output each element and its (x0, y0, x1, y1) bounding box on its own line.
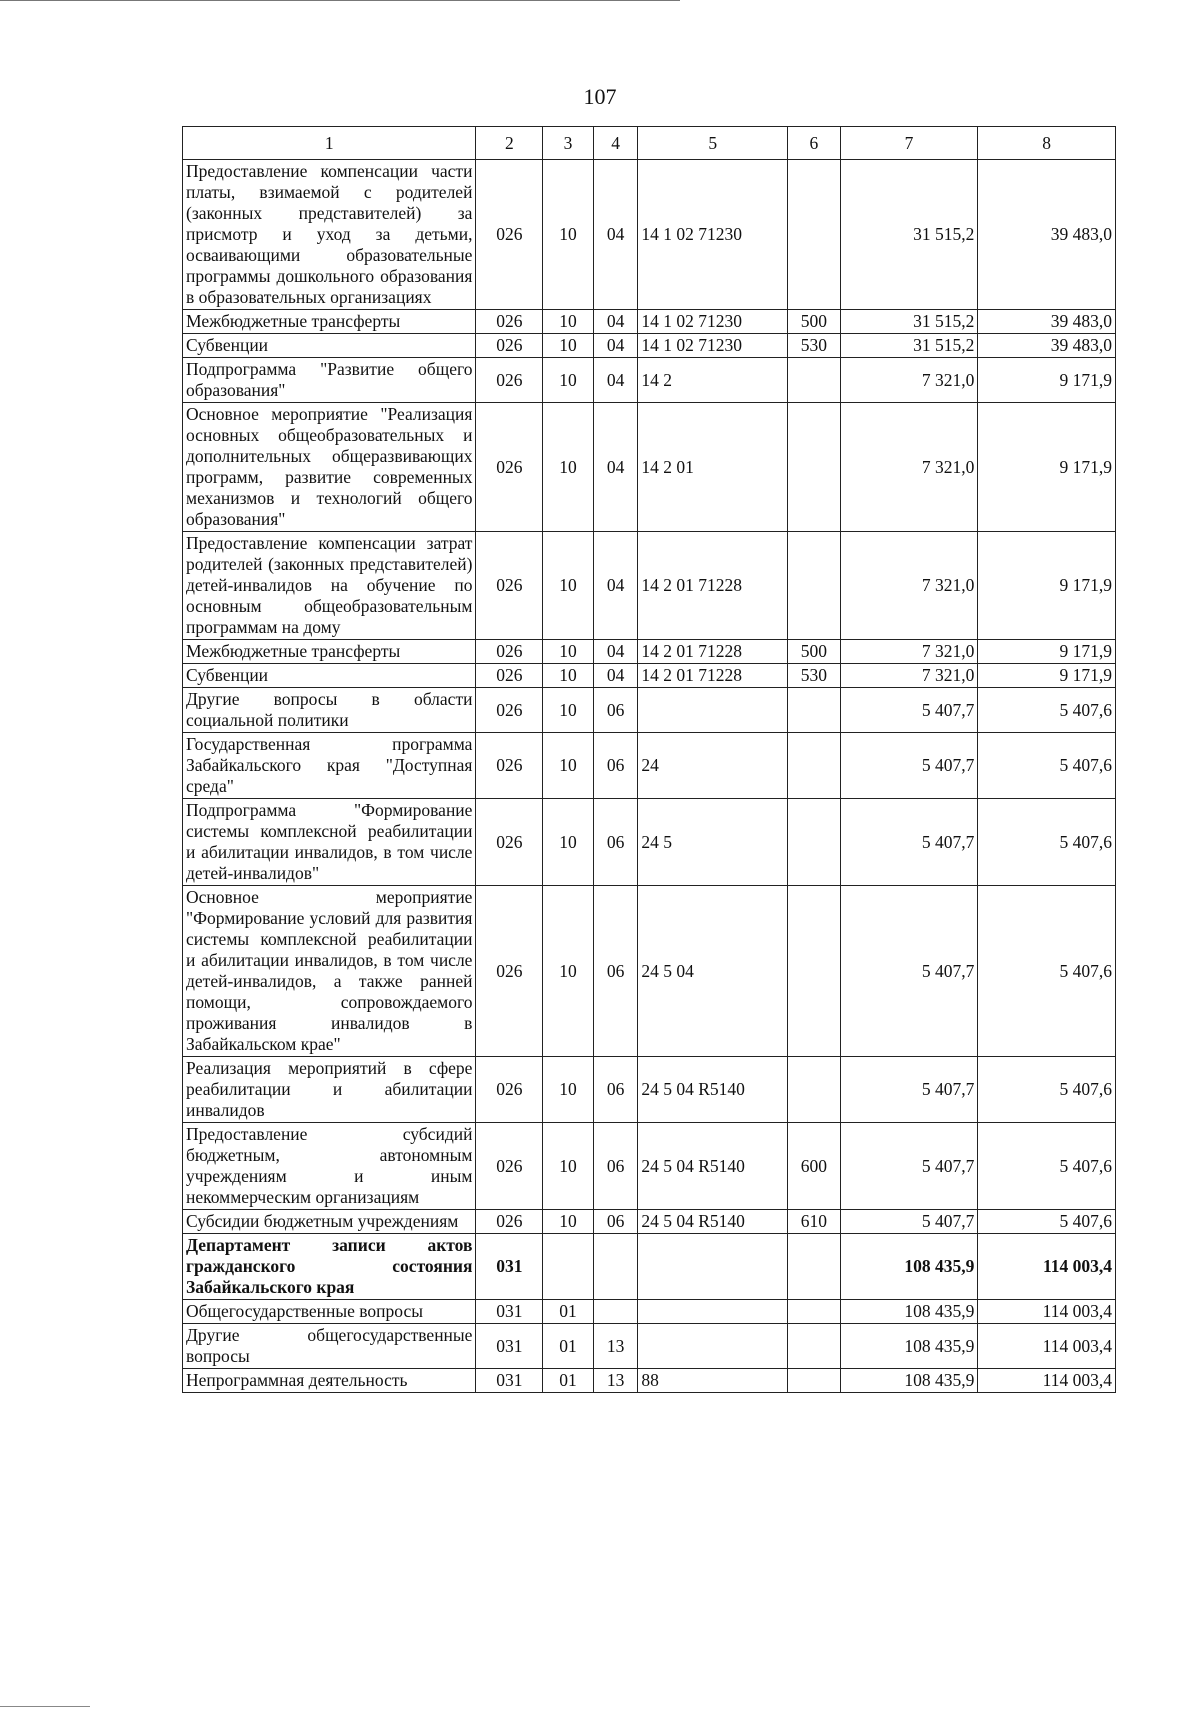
row-name-cell: Основное мероприятие "Реализация основных общеобразовательных и дополнительных общеразвивающих программ, развитие современных механизмов и технологий общего образования" (183, 403, 476, 532)
expense-type-cell (788, 733, 841, 799)
table-row (183, 733, 1116, 799)
amount-2021-cell: 9 171,9 (978, 664, 1116, 688)
subsection-cell: 04 (593, 532, 638, 640)
section-cell: 10 (543, 160, 594, 310)
target-article-cell: 24 5 04 R5140 (638, 1210, 788, 1234)
expense-type-cell: 530 (788, 334, 841, 358)
column-header: 4 (593, 127, 638, 160)
subsection-cell: 06 (593, 1123, 638, 1210)
table-row (183, 1210, 1116, 1234)
row-name-cell: Предоставление компенсации затрат родителей (законных представителей) детей-инвалидов на обучение по основным общеобразовательным программам на дому (183, 532, 476, 640)
section-cell: 10 (543, 799, 594, 886)
admin-code-cell: 026 (476, 664, 543, 688)
budget-table (182, 126, 1116, 1393)
row-name-cell: Другие общегосударственные вопросы (183, 1324, 476, 1369)
subsection-cell: 06 (593, 688, 638, 733)
amount-2021-cell: 5 407,6 (978, 1057, 1116, 1123)
section-cell: 10 (543, 310, 594, 334)
target-article-cell (638, 1234, 788, 1300)
expense-type-cell (788, 799, 841, 886)
scan-edge-line (0, 1706, 90, 1707)
table-row (183, 1123, 1116, 1210)
amount-2020-cell: 108 435,9 (840, 1300, 978, 1324)
section-cell: 10 (543, 403, 594, 532)
amount-2021-cell: 39 483,0 (978, 160, 1116, 310)
amount-2021-cell: 114 003,4 (978, 1300, 1116, 1324)
row-name-cell: Предоставление субсидий бюджетным, автономным учреждениям и иным некоммерческим организациям (183, 1123, 476, 1210)
target-article-cell: 24 5 (638, 799, 788, 886)
section-cell: 01 (543, 1369, 594, 1393)
table-row (183, 886, 1116, 1057)
section-cell: 01 (543, 1324, 594, 1369)
table-row (183, 310, 1116, 334)
expense-type-cell (788, 1324, 841, 1369)
row-name-cell: Субсидии бюджетным учреждениям (183, 1210, 476, 1234)
table-row (183, 358, 1116, 403)
subsection-cell: 04 (593, 403, 638, 532)
target-article-cell: 14 1 02 71230 (638, 310, 788, 334)
amount-2021-cell: 9 171,9 (978, 640, 1116, 664)
table-row (183, 640, 1116, 664)
amount-2021-cell: 5 407,6 (978, 1210, 1116, 1234)
amount-2020-cell: 7 321,0 (840, 358, 978, 403)
subsection-cell: 06 (593, 733, 638, 799)
table-row (183, 688, 1116, 733)
target-article-cell: 88 (638, 1369, 788, 1393)
amount-2020-cell: 31 515,2 (840, 160, 978, 310)
expense-type-cell: 530 (788, 664, 841, 688)
expense-type-cell (788, 1369, 841, 1393)
target-article-cell (638, 1324, 788, 1369)
amount-2020-cell: 5 407,7 (840, 1210, 978, 1234)
subsection-cell: 04 (593, 640, 638, 664)
section-cell: 10 (543, 664, 594, 688)
target-article-cell: 24 5 04 R5140 (638, 1057, 788, 1123)
admin-code-cell: 026 (476, 733, 543, 799)
subsection-cell: 06 (593, 886, 638, 1057)
admin-code-cell: 026 (476, 799, 543, 886)
amount-2020-cell: 31 515,2 (840, 310, 978, 334)
table-row (183, 160, 1116, 310)
amount-2020-cell: 7 321,0 (840, 532, 978, 640)
section-cell: 01 (543, 1300, 594, 1324)
section-cell: 10 (543, 358, 594, 403)
amount-2020-cell: 108 435,9 (840, 1369, 978, 1393)
amount-2021-cell: 9 171,9 (978, 403, 1116, 532)
row-name-cell: Непрограммная деятельность (183, 1369, 476, 1393)
scan-edge-line (0, 0, 680, 1)
expense-type-cell: 610 (788, 1210, 841, 1234)
table-row (183, 1369, 1116, 1393)
expense-type-cell (788, 403, 841, 532)
subsection-cell (593, 1234, 638, 1300)
admin-code-cell: 026 (476, 688, 543, 733)
section-cell (543, 1234, 594, 1300)
table-row (183, 1057, 1116, 1123)
section-cell: 10 (543, 688, 594, 733)
section-cell: 10 (543, 733, 594, 799)
amount-2021-cell: 9 171,9 (978, 532, 1116, 640)
amount-2021-cell: 5 407,6 (978, 733, 1116, 799)
amount-2021-cell: 5 407,6 (978, 688, 1116, 733)
admin-code-cell: 026 (476, 1210, 543, 1234)
amount-2020-cell: 7 321,0 (840, 403, 978, 532)
amount-2020-cell: 7 321,0 (840, 664, 978, 688)
row-name-cell: Государственная программа Забайкальского края "Доступная среда" (183, 733, 476, 799)
target-article-cell: 24 5 04 (638, 886, 788, 1057)
amount-2021-cell: 9 171,9 (978, 358, 1116, 403)
section-cell: 10 (543, 334, 594, 358)
row-name-cell: Субвенции (183, 664, 476, 688)
admin-code-cell: 031 (476, 1234, 543, 1300)
admin-code-cell: 026 (476, 358, 543, 403)
amount-2021-cell: 39 483,0 (978, 334, 1116, 358)
column-header: 5 (638, 127, 788, 160)
target-article-cell: 14 1 02 71230 (638, 334, 788, 358)
target-article-cell: 14 2 (638, 358, 788, 403)
section-cell: 10 (543, 640, 594, 664)
amount-2021-cell: 5 407,6 (978, 799, 1116, 886)
amount-2021-cell: 114 003,4 (978, 1234, 1116, 1300)
admin-code-cell: 026 (476, 1123, 543, 1210)
expense-type-cell (788, 1300, 841, 1324)
admin-code-cell: 026 (476, 1057, 543, 1123)
target-article-cell: 14 1 02 71230 (638, 160, 788, 310)
subsection-cell: 04 (593, 334, 638, 358)
amount-2020-cell: 5 407,7 (840, 733, 978, 799)
subsection-cell: 04 (593, 160, 638, 310)
amount-2020-cell: 5 407,7 (840, 799, 978, 886)
amount-2020-cell: 5 407,7 (840, 886, 978, 1057)
expense-type-cell (788, 358, 841, 403)
target-article-cell: 24 (638, 733, 788, 799)
admin-code-cell: 026 (476, 160, 543, 310)
amount-2020-cell: 5 407,7 (840, 688, 978, 733)
admin-code-cell: 026 (476, 403, 543, 532)
target-article-cell (638, 688, 788, 733)
column-header: 8 (978, 127, 1116, 160)
row-name-cell: Межбюджетные трансферты (183, 310, 476, 334)
amount-2020-cell: 108 435,9 (840, 1234, 978, 1300)
amount-2020-cell: 108 435,9 (840, 1324, 978, 1369)
amount-2021-cell: 39 483,0 (978, 310, 1116, 334)
section-cell: 10 (543, 886, 594, 1057)
section-cell: 10 (543, 1057, 594, 1123)
expense-type-cell (788, 532, 841, 640)
subsection-cell (593, 1300, 638, 1324)
admin-code-cell: 031 (476, 1324, 543, 1369)
admin-code-cell: 026 (476, 640, 543, 664)
admin-code-cell: 031 (476, 1300, 543, 1324)
amount-2020-cell: 5 407,7 (840, 1057, 978, 1123)
admin-code-cell: 026 (476, 310, 543, 334)
column-header: 1 (183, 127, 476, 160)
table-row (183, 403, 1116, 532)
admin-code-cell: 031 (476, 1369, 543, 1393)
row-name-cell: Другие вопросы в области социальной политики (183, 688, 476, 733)
row-name-cell: Подпрограмма "Развитие общего образования" (183, 358, 476, 403)
target-article-cell: 24 5 04 R5140 (638, 1123, 788, 1210)
admin-code-cell: 026 (476, 334, 543, 358)
row-name-cell: Предоставление компенсации части платы, взимаемой с родителей (законных представителей) за присмотр и уход за детьми, осваивающими образовательные программы дошкольного образования в образовательных организациях (183, 160, 476, 310)
target-article-cell: 14 2 01 71228 (638, 532, 788, 640)
expense-type-cell (788, 886, 841, 1057)
amount-2021-cell: 114 003,4 (978, 1369, 1116, 1393)
column-header: 7 (840, 127, 978, 160)
expense-type-cell (788, 1057, 841, 1123)
target-article-cell: 14 2 01 (638, 403, 788, 532)
expense-type-cell (788, 1234, 841, 1300)
admin-code-cell: 026 (476, 532, 543, 640)
amount-2021-cell: 5 407,6 (978, 886, 1116, 1057)
subsection-cell: 06 (593, 1057, 638, 1123)
target-article-cell (638, 1300, 788, 1324)
column-header: 3 (543, 127, 594, 160)
table-body (183, 160, 1116, 1393)
subsection-cell: 06 (593, 799, 638, 886)
row-name-cell: Основное мероприятие "Формирование условий для развития системы комплексной реабилитации и абилитации инвалидов, в том числе детей-инвалидов, а также ранней помощи, сопровождаемого проживания инвалидов в Забайкальском крае" (183, 886, 476, 1057)
subsection-cell: 04 (593, 664, 638, 688)
table-row (183, 1324, 1116, 1369)
expense-type-cell (788, 688, 841, 733)
expense-type-cell: 500 (788, 310, 841, 334)
subsection-cell: 13 (593, 1324, 638, 1369)
amount-2020-cell: 31 515,2 (840, 334, 978, 358)
expense-type-cell: 500 (788, 640, 841, 664)
amount-2021-cell: 114 003,4 (978, 1324, 1116, 1369)
subsection-cell: 06 (593, 1210, 638, 1234)
row-name-cell: Реализация мероприятий в сфере реабилитации и абилитации инвалидов (183, 1057, 476, 1123)
subsection-cell: 04 (593, 358, 638, 403)
expense-type-cell: 600 (788, 1123, 841, 1210)
column-header: 6 (788, 127, 841, 160)
row-name-cell: Субвенции (183, 334, 476, 358)
row-name-cell: Межбюджетные трансферты (183, 640, 476, 664)
expense-type-cell (788, 160, 841, 310)
amount-2020-cell: 7 321,0 (840, 640, 978, 664)
table-row (183, 1234, 1116, 1300)
table-header-row (183, 127, 1116, 160)
table-row (183, 532, 1116, 640)
amount-2021-cell: 5 407,6 (978, 1123, 1116, 1210)
amount-2020-cell: 5 407,7 (840, 1123, 978, 1210)
row-name-cell: Департамент записи актов гражданского состояния Забайкальского края (183, 1234, 476, 1300)
section-cell: 10 (543, 1210, 594, 1234)
section-cell: 10 (543, 1123, 594, 1210)
table-row (183, 664, 1116, 688)
table-row (183, 1300, 1116, 1324)
target-article-cell: 14 2 01 71228 (638, 640, 788, 664)
row-name-cell: Подпрограмма "Формирование системы комплексной реабилитации и абилитации инвалидов, в том числе детей-инвалидов" (183, 799, 476, 886)
section-cell: 10 (543, 532, 594, 640)
target-article-cell: 14 2 01 71228 (638, 664, 788, 688)
subsection-cell: 04 (593, 310, 638, 334)
table-row (183, 799, 1116, 886)
row-name-cell: Общегосударственные вопросы (183, 1300, 476, 1324)
column-header: 2 (476, 127, 543, 160)
subsection-cell: 13 (593, 1369, 638, 1393)
table-row (183, 334, 1116, 358)
admin-code-cell: 026 (476, 886, 543, 1057)
page-number: 107 (583, 84, 617, 109)
